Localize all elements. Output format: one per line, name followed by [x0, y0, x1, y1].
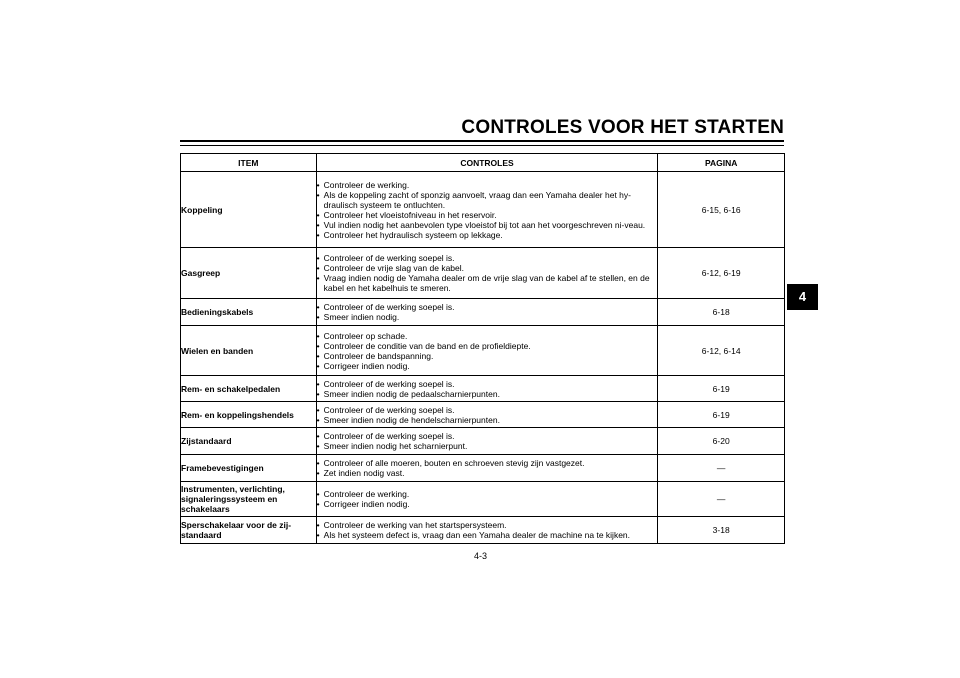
row-page: 6-12, 6-19: [658, 248, 785, 299]
row-checks: [316, 402, 658, 428]
check-item: • Vul indien nodig het aanbevolen type vloeistof bij tot aan het voorgeschreven ni-veau.: [317, 220, 658, 230]
checklist-table: [180, 153, 785, 544]
row-checks: [316, 428, 658, 455]
check-item: • Controleer de werking.: [317, 489, 658, 499]
row-page: 3-18: [658, 517, 785, 544]
check-item: • Controleer het vloeistofniveau in het reservoir.: [317, 210, 658, 220]
row-item: Framebevestigingen: [181, 455, 317, 482]
check-item: • Controleer de werking.: [317, 180, 658, 190]
row-item: Wielen en banden: [181, 326, 317, 376]
page-title: CONTROLES VOOR HET STARTEN: [461, 117, 784, 138]
table-row: [181, 517, 785, 544]
row-page: 6-20: [658, 428, 785, 455]
chapter-tab: 4: [787, 284, 818, 310]
check-item: • Controleer de vrije slag van de kabel.: [317, 263, 658, 273]
header-checks: CONTROLES: [316, 154, 658, 172]
table-row: [181, 299, 785, 326]
row-item: Instrumenten, verlichting, signaleringssysteem en schakelaars: [181, 482, 317, 517]
check-item: • Corrigeer indien nodig.: [317, 499, 658, 509]
title-rule: [180, 140, 784, 142]
row-item: Gasgreep: [181, 248, 317, 299]
header-page: PAGINA: [658, 154, 785, 172]
check-item: • Controleer de conditie van de band en de profieldiepte.: [317, 341, 658, 351]
table-row: [181, 376, 785, 402]
row-checks: [316, 172, 658, 248]
check-item: • Controleer of de werking soepel is.: [317, 431, 658, 441]
check-item: • Controleer of de werking soepel is.: [317, 302, 658, 312]
table-row: [181, 428, 785, 455]
row-checks: [316, 455, 658, 482]
row-page: 6-15, 6-16: [658, 172, 785, 248]
row-checks: [316, 326, 658, 376]
check-list: [317, 331, 658, 371]
page-number: 4-3: [474, 551, 488, 561]
table-row: [181, 248, 785, 299]
row-item: Sperschakelaar voor de zij-standaard: [181, 517, 317, 544]
check-item: • Controleer op schade.: [317, 331, 658, 341]
check-item: • Smeer indien nodig.: [317, 312, 658, 322]
row-page: —: [658, 455, 785, 482]
check-list: [317, 431, 658, 451]
table-row: [181, 455, 785, 482]
check-item: • Controleer of de werking soepel is.: [317, 253, 658, 263]
table-row: [181, 402, 785, 428]
check-list: [317, 520, 658, 540]
check-list: [317, 489, 658, 509]
check-item: • Controleer of de werking soepel is.: [317, 379, 658, 389]
check-item: • Smeer indien nodig de hendelscharnierpunten.: [317, 415, 658, 425]
row-checks: [316, 517, 658, 544]
check-item: • Controleer de bandspanning.: [317, 351, 658, 361]
check-item: • Als de koppeling zacht of sponzig aanvoelt, vraag dan een Yamaha dealer het hy-draulisch systeem te ontluchten.: [317, 190, 658, 210]
row-checks: [316, 248, 658, 299]
row-item: Bedieningskabels: [181, 299, 317, 326]
check-item: • Controleer het hydraulisch systeem op lekkage.: [317, 230, 658, 240]
table-header-row: [181, 154, 785, 172]
row-item: Rem- en schakelpedalen: [181, 376, 317, 402]
check-item: • Smeer indien nodig de pedaalscharnierpunten.: [317, 389, 658, 399]
check-item: • Smeer indien nodig het scharnierpunt.: [317, 441, 658, 451]
check-list: [317, 405, 658, 425]
table-row: [181, 326, 785, 376]
check-item: • Controleer of de werking soepel is.: [317, 405, 658, 415]
check-item: • Controleer de werking van het startspersysteem.: [317, 520, 658, 530]
table-row: [181, 172, 785, 248]
row-page: 6-18: [658, 299, 785, 326]
check-list: [317, 302, 658, 322]
check-list: [317, 379, 658, 399]
row-page: 6-19: [658, 376, 785, 402]
check-item: • Vraag indien nodig de Yamaha dealer om de vrije slag van de kabel af te stellen, en de kabel en het kabelhuis te smeren.: [317, 273, 658, 293]
row-item: Koppeling: [181, 172, 317, 248]
title-rule-thin: [180, 145, 784, 146]
check-list: [317, 253, 658, 293]
row-page: 6-12, 6-14: [658, 326, 785, 376]
check-item: • Controleer of alle moeren, bouten en schroeven stevig zijn vastgezet.: [317, 458, 658, 468]
row-item: Zijstandaard: [181, 428, 317, 455]
row-page: 6-19: [658, 402, 785, 428]
check-item: • Zet indien nodig vast.: [317, 468, 658, 478]
check-item: • Corrigeer indien nodig.: [317, 361, 658, 371]
row-checks: [316, 376, 658, 402]
row-checks: [316, 299, 658, 326]
header-item: ITEM: [181, 154, 317, 172]
check-list: [317, 458, 658, 478]
check-list: [317, 180, 658, 240]
check-item: • Als het systeem defect is, vraag dan een Yamaha dealer de machine na te kijken.: [317, 530, 658, 540]
table-row: [181, 482, 785, 517]
row-item: Rem- en koppelingshendels: [181, 402, 317, 428]
row-page: —: [658, 482, 785, 517]
row-checks: [316, 482, 658, 517]
